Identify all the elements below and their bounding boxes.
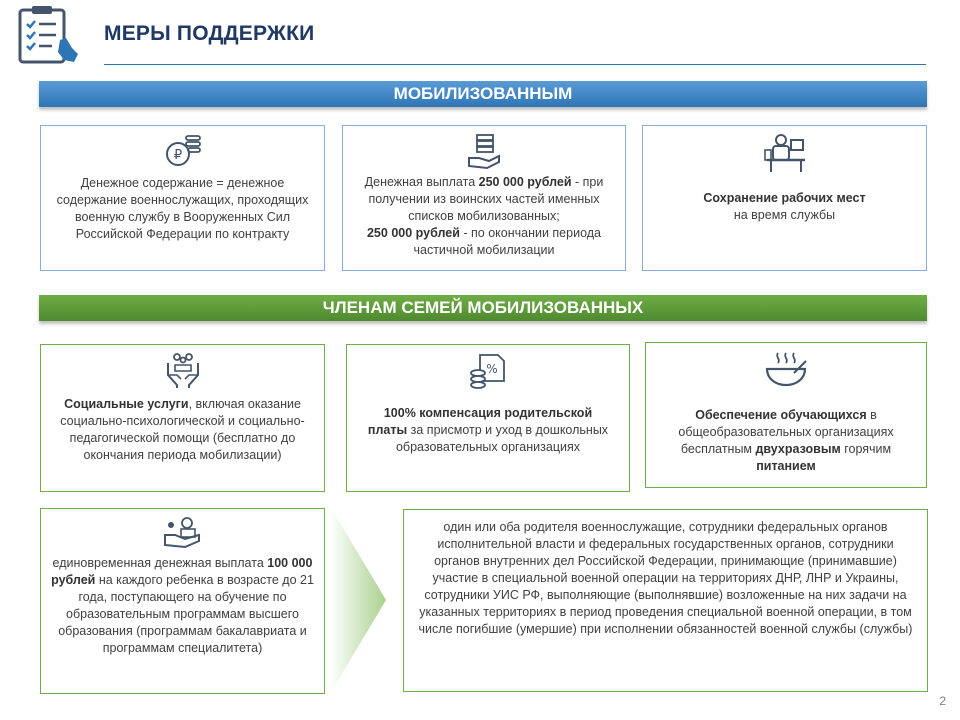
kindergarten-bold: 100% компенсация родительской платы [367,406,593,437]
meals-bold2: двухразовым [755,442,841,456]
workplace-desk-icon [763,132,807,179]
section-banner-mobilized [39,81,927,107]
workplace-bold: Сохранение рабочих мест [703,191,866,205]
header-divider [104,64,926,65]
card-payment-250k [342,125,626,271]
page-title: МЕРЫ ПОДДЕРЖКИ [104,22,315,45]
student-text1: единовременная денежная выплата [52,556,268,570]
payment-line1-pre: Денежная выплата [364,175,479,189]
hot-meal-bowl-icon [764,349,808,394]
page-number: 2 [939,694,946,708]
social-desc: , включая оказание социально-психологической и социально-педагогической помощи (бесплатно до окончания периода мобилизации) [60,397,305,462]
section-banner-label: МОБИЛИЗОВАННЫМ [393,84,573,103]
payment-line2-post: - по окончании периода частичной мобилизации [413,226,601,257]
card-workplace-text [647,190,922,224]
family-hands-icon [165,351,201,394]
meals-bold1: Обеспечение обучающихся [695,408,867,422]
ruble-coins-icon [164,132,202,173]
card-school-meals [645,342,927,488]
svg-text:₽: ₽ [173,148,182,163]
card-social-services-text [45,396,320,464]
card-student-payment [40,508,325,694]
card-kindergarten-compensation [346,344,630,492]
clipboard-checklist-icon [16,4,86,64]
payment-line2-amount: 250 000 рублей [366,226,460,240]
workplace-desc: на время службы [733,208,836,222]
social-bold: Социальные услуги [64,397,189,411]
chevron-arrow-shape [330,506,388,694]
eligibility-text: один или оба родителя военнослужащие, сотрудники федеральных органов исполнительной власти и федеральных государственных органов, сотрудники органов внутренних дел Российской Федерации, принимающие (принимавшие) участие в специальной военной операции на территориях ДНР, ЛНР и Украины, сотрудники УИС РФ, выполняющие (выполнявшие) возложенные на них задачи на указанных территориях в период проведения специальной военной операции, в том числе погибшие (умершие) при исполнении обязанностей военной службы (службы) [418,520,913,636]
svg-text:%: % [486,362,498,376]
card-student-payment-text [49,555,316,657]
meals-text1: в общеобразовательных организациях бесплатным [678,408,894,456]
meals-bold3: питанием [756,459,816,473]
card-eligibility-conditions [403,509,928,692]
meals-text2: горячим [840,442,892,456]
card-school-meals-text [668,407,904,475]
card-payment-250k-text [347,174,621,259]
card-workplace [642,125,927,271]
card-salary [40,125,325,271]
student-text2: на каждого ребенка в возрасте до 21 года, поступающего на обучение по образовательным программам высшего образования (программам бакалавриата и программам специалитета) [58,573,314,655]
student-amount: 100 000 рублей [51,556,313,587]
section-banner-families [39,295,927,321]
payment-line1-post: - при получении из воинских частей именных списков мобилизованных; [368,175,604,223]
hand-give-money-icon [163,515,203,556]
payment-line1-amount: 250 000 рублей [478,175,572,189]
card-social-services [40,344,325,492]
card-salary-text: Денежное содержание = денежное содержание военнослужащих, проходящих военную службу в Вооруженных Сил Российской Федерации по контракту [56,176,309,241]
hand-money-icon [465,132,503,175]
section-banner-label: ЧЛЕНАМ СЕМЕЙ МОБИЛИЗОВАННЫХ [322,298,644,317]
percent-coins-icon [468,351,508,394]
card-kindergarten-text [365,405,611,456]
kindergarten-desc: за присмотр и уход в дошкольных образовательных организациях [395,423,609,454]
